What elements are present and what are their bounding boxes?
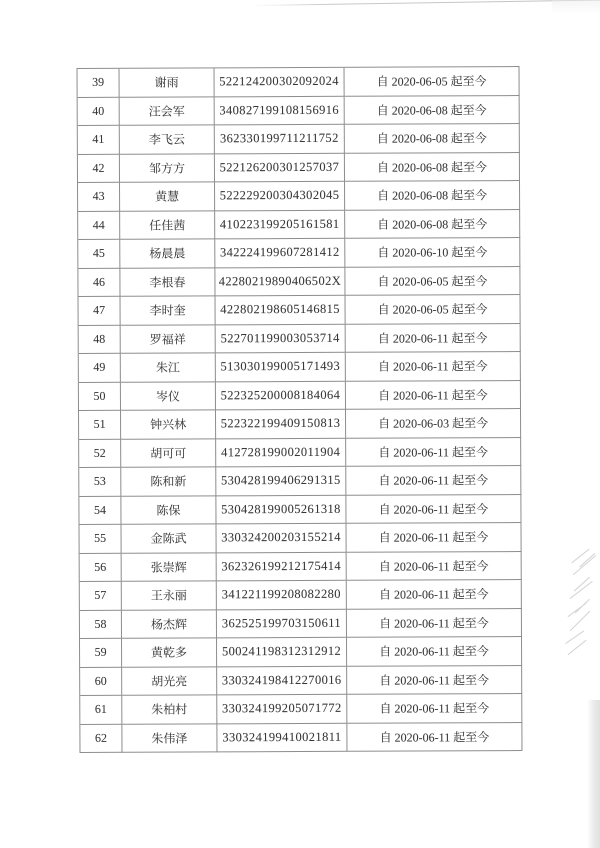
- personnel-roster-table: [77, 66, 523, 753]
- id-number-cell: 522124200302092024: [215, 68, 345, 97]
- period-cell: 自 2020-06-11 起至今: [346, 352, 521, 381]
- name-cell: 黄乾多: [122, 638, 217, 667]
- period-cell: 自 2020-06-11 起至今: [347, 552, 522, 581]
- name-cell: 黄慧: [120, 182, 215, 211]
- paper-corner-shadow: [552, 0, 600, 14]
- paper-top-edge-shadow: [252, 0, 600, 6]
- row-number-cell: 43: [78, 183, 120, 212]
- name-cell: 陈保: [121, 496, 216, 525]
- id-number-cell: 513030199005171493: [216, 353, 346, 382]
- row-number-cell: 46: [78, 268, 120, 297]
- period-cell: 自 2020-06-11 起至今: [347, 694, 522, 723]
- id-number-cell: 500241198312312912: [217, 638, 347, 667]
- row-number-cell: 60: [80, 667, 122, 696]
- period-cell: 自 2020-06-11 起至今: [346, 523, 521, 552]
- period-cell: 自 2020-06-08 起至今: [345, 181, 520, 210]
- id-number-cell: 522126200301257037: [215, 153, 345, 182]
- name-cell: 杨晨晨: [120, 239, 215, 268]
- row-number-cell: 53: [79, 468, 121, 497]
- id-number-cell: 522229200304302045: [215, 182, 345, 211]
- period-cell: 自 2020-06-11 起至今: [346, 381, 521, 410]
- id-number-cell: 342224199607281412: [215, 239, 345, 268]
- name-cell: 李时奎: [121, 296, 216, 325]
- id-number-cell: 410223199205161581: [215, 210, 345, 239]
- row-number-cell: 44: [78, 211, 120, 240]
- row-number-cell: 62: [80, 724, 122, 753]
- row-number-cell: 42: [78, 154, 120, 183]
- name-cell: 王永丽: [122, 581, 217, 610]
- id-number-cell: 362525199703150611: [217, 609, 347, 638]
- period-cell: 自 2020-06-05 起至今: [345, 267, 520, 296]
- name-cell: 朱江: [121, 353, 216, 382]
- id-number-cell: 362330199711211752: [215, 125, 345, 154]
- row-number-cell: 45: [78, 240, 120, 269]
- name-cell: 朱伟泽: [122, 724, 217, 753]
- name-cell: 汪会军: [120, 97, 215, 126]
- name-cell: 钟兴林: [121, 410, 216, 439]
- id-number-cell: 412728199002011904: [216, 438, 346, 467]
- id-number-cell: 530428199005261318: [216, 495, 346, 524]
- row-number-cell: 48: [79, 325, 121, 354]
- period-cell: 自 2020-06-11 起至今: [347, 580, 522, 609]
- id-number-cell: 330324200203155214: [217, 524, 347, 553]
- period-cell: 自 2020-06-08 起至今: [345, 96, 520, 125]
- name-cell: 李根春: [120, 268, 215, 297]
- row-number-cell: 41: [78, 126, 120, 155]
- id-number-cell: 530428199406291315: [216, 467, 346, 496]
- period-cell: 自 2020-06-11 起至今: [346, 324, 521, 353]
- period-cell: 自 2020-06-08 起至今: [345, 124, 520, 153]
- period-cell: 自 2020-06-11 起至今: [346, 466, 521, 495]
- name-cell: 罗福祥: [121, 325, 216, 354]
- period-cell: 自 2020-06-08 起至今: [345, 153, 520, 182]
- period-cell: 自 2020-06-11 起至今: [347, 609, 522, 638]
- id-number-cell: 340827199108156916: [215, 96, 345, 125]
- page-right-edge-shade: [587, 700, 600, 848]
- name-cell: 张崇辉: [122, 553, 217, 582]
- row-number-cell: 47: [79, 297, 121, 326]
- name-cell: 任佳茜: [120, 211, 215, 240]
- period-cell: 自 2020-06-11 起至今: [347, 723, 522, 752]
- period-cell: 自 2020-06-03 起至今: [346, 409, 521, 438]
- row-number-cell: 54: [79, 496, 121, 525]
- id-number-cell: 422802198605146815: [216, 296, 346, 325]
- row-number-cell: 51: [79, 411, 121, 440]
- id-number-cell: 341221199208082280: [217, 581, 347, 610]
- row-number-cell: 39: [78, 69, 120, 98]
- row-number-cell: 58: [80, 610, 122, 639]
- row-number-cell: 61: [80, 696, 122, 725]
- name-cell: 李飞云: [120, 125, 215, 154]
- name-cell: 金陈武: [122, 524, 217, 553]
- row-number-cell: 49: [79, 354, 121, 383]
- period-cell: 自 2020-06-11 起至今: [346, 495, 521, 524]
- period-cell: 自 2020-06-11 起至今: [346, 438, 521, 467]
- period-cell: 自 2020-06-11 起至今: [347, 666, 522, 695]
- name-cell: 陈和新: [121, 467, 216, 496]
- id-number-cell: 522322199409150813: [216, 410, 346, 439]
- id-number-cell: 330324198412270016: [217, 666, 347, 695]
- period-cell: 自 2020-06-10 起至今: [345, 238, 520, 267]
- id-number-cell: 522701199003053714: [216, 324, 346, 353]
- id-number-cell: 522325200008184064: [216, 381, 346, 410]
- id-number-cell: 42280219890406502X: [215, 267, 345, 296]
- name-cell: 邹方方: [120, 154, 215, 183]
- id-number-cell: 330324199205071772: [217, 695, 347, 724]
- period-cell: 自 2020-06-11 起至今: [347, 637, 522, 666]
- row-number-cell: 59: [80, 639, 122, 668]
- row-number-cell: 52: [79, 439, 121, 468]
- row-number-cell: 57: [80, 582, 122, 611]
- row-number-cell: 50: [79, 382, 121, 411]
- period-cell: 自 2020-06-05 起至今: [346, 295, 521, 324]
- name-cell: 朱柏村: [122, 695, 217, 724]
- name-cell: 胡可可: [121, 439, 216, 468]
- handwritten-margin-mark: [559, 542, 600, 662]
- name-cell: 杨杰辉: [122, 610, 217, 639]
- id-number-cell: 330324199410021811: [217, 723, 347, 752]
- row-number-cell: 55: [80, 525, 122, 554]
- row-number-cell: 56: [80, 553, 122, 582]
- name-cell: 谢雨: [120, 68, 215, 97]
- id-number-cell: 362326199212175414: [217, 552, 347, 581]
- row-number-cell: 40: [78, 97, 120, 126]
- name-cell: 胡光亮: [122, 667, 217, 696]
- period-cell: 自 2020-06-08 起至今: [345, 210, 520, 239]
- name-cell: 岑仪: [121, 382, 216, 411]
- period-cell: 自 2020-06-05 起至今: [345, 67, 520, 96]
